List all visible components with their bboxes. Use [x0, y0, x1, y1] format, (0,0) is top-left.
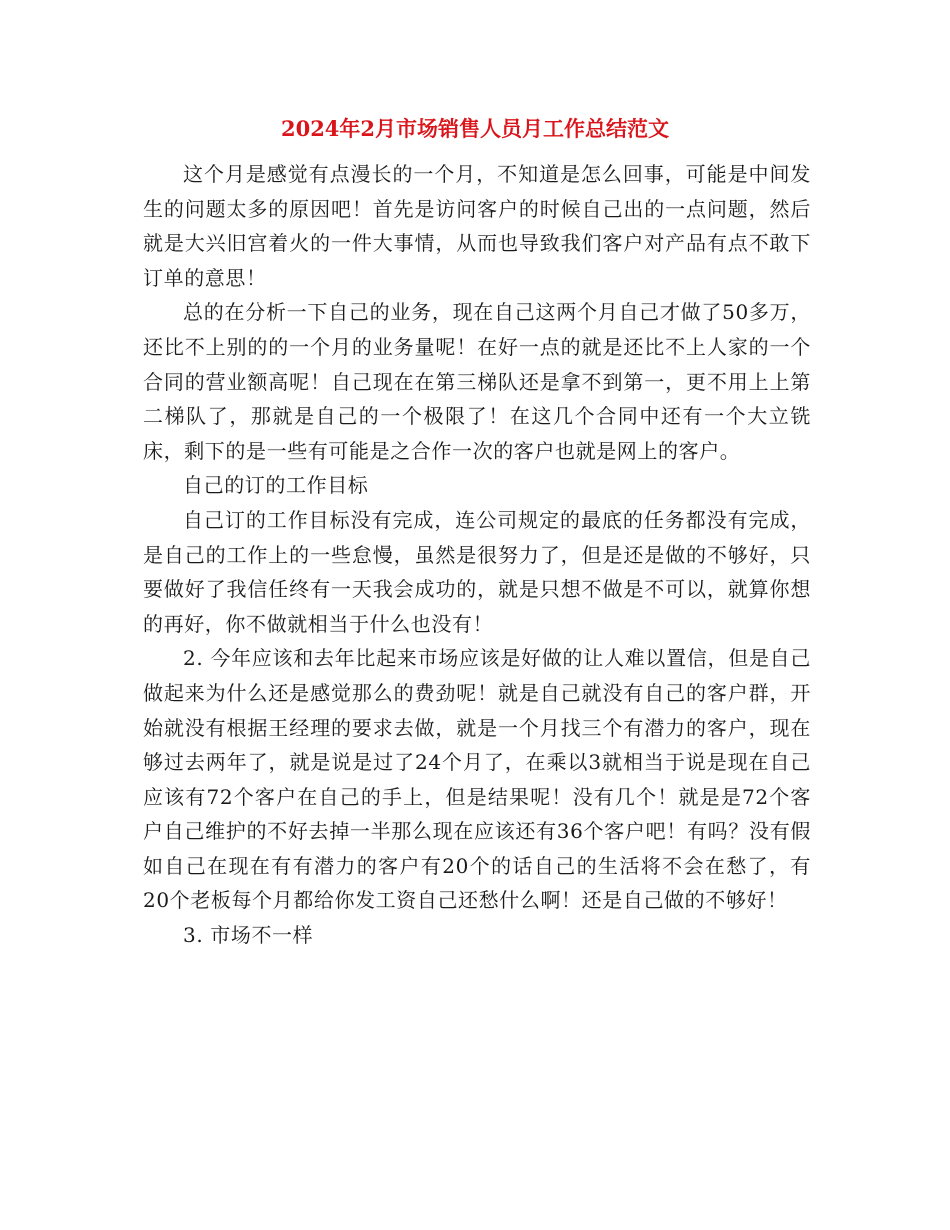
paragraph-goal-heading: 自己的订的工作目标 [183, 473, 369, 498]
paragraph-item-3: 3. 市场不一样 [183, 923, 314, 948]
paragraph-intro: 这个月是感觉有点漫长的一个月，不知道是怎么回事，可能是中间发生的问题太多的原因吧！首先是访问客户的时候自己出的一点问题，然后就是大兴旧宫着火的一件大事情，从而也导致我们客户对产品有点不敢下订单的意思！ [143, 162, 811, 290]
document-body [143, 157, 811, 953]
document-title: 2024年2月市场销售人员月工作总结范文 [280, 116, 670, 141]
paragraph-business-analysis: 总的在分析一下自己的业务，现在自己这两个月自己才做了50多万，还比不上别的的一个月的业务量呢！在好一点的就是还比不上人家的一个合同的营业额高呢！自己现在在第三梯队还是拿不到第一，更不用上上第二梯队了，那就是自己的一个极限了！在这几个合同中还有一个大立铣床，剩下的是一些有可能是之合作一次的客户也就是网上的客户。 [143, 300, 811, 463]
paragraph-goal-review: 自己订的工作目标没有完成，连公司规定的最底的任务都没有完成，是自己的工作上的一些怠慢，虽然是很努力了，但是还是做的不够好，只要做好了我信任终有一天我会成功的，就是只想不做是不可以，就算你想的再好，你不做就相当于什么也没有！ [143, 507, 811, 636]
paragraph-item-2: 2. 今年应该和去年比起来市场应该是好做的让人难以置信，但是自己做起来为什么还是感觉那么的费劲呢！就是自己就没有自己的客户群，开始就没有根据王经理的要求去做，就是一个月找三个有潜力的客户，现在够过去两年了，就是说是过了24个月了，在乘以3就相当于说是现在自己应该有72个客户在自己的手上，但是结果呢！没有几个！就是是72个客户自己维护的不好去掉一半那么现在应该还有36个客户吧！有吗？没有假如自己在现在有有潜力的客户有20个的话自己的生活将不会在愁了，有20个老板每个月都给你发工资自己还愁什么啊！还是自己做的不够好！ [143, 646, 811, 913]
